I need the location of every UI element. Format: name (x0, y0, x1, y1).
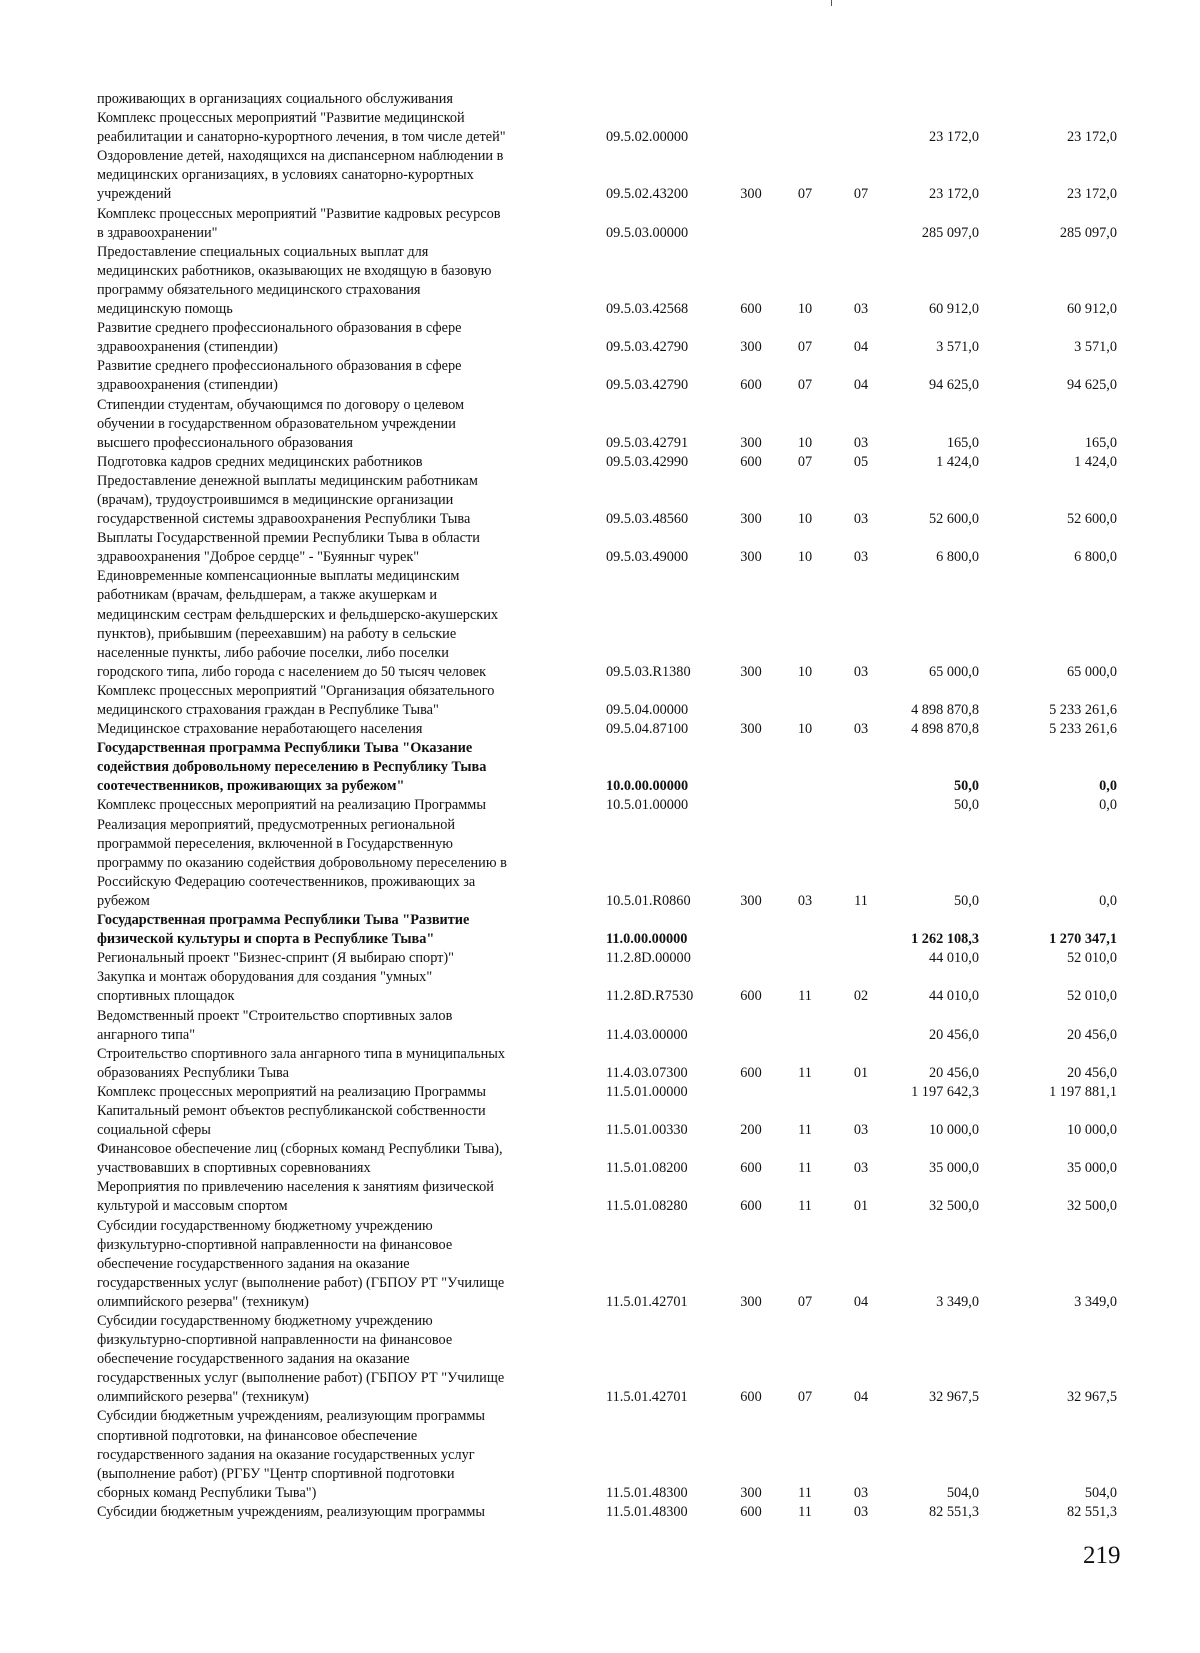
description-line: Российскую Федерацию соотечественников, проживающих за (97, 873, 476, 890)
target-code-cell: 09.5.03.49000 (606, 549, 689, 566)
description-line: обеспечение государственного задания на оказание (97, 1351, 410, 1368)
subsection-code-cell: 11 (854, 892, 868, 909)
description-line: Стипендии студентам, обучающимся по договору о целевом (97, 396, 465, 413)
sum-year-1-cell: 4 898 870,8 (911, 721, 979, 738)
description-line: учреждений (97, 186, 172, 203)
sum-year-1-cell: 65 000,0 (928, 663, 979, 680)
section-code-cell: 11 (798, 988, 812, 1005)
expense-type-cell: 600 (740, 988, 762, 1005)
description-line: Субсидии государственному бюджетному учреждению (97, 1313, 433, 1329)
table-row (97, 1407, 1127, 1502)
description-line: Закупка и монтаж оборудования для создания "умных" (97, 969, 433, 986)
table-row (97, 1140, 1127, 1178)
expense-type-cell: 300 (740, 186, 762, 203)
description-line: Комплекс процессных мероприятий "Организация обязательного (97, 682, 495, 699)
description-line: государственной системы здравоохранения Республики Тыва (97, 511, 471, 528)
sum-year-1-cell: 6 800,0 (936, 549, 979, 566)
table-row (97, 453, 1127, 472)
row-description (97, 319, 575, 357)
sum-year-2-cell: 0,0 (1099, 778, 1117, 795)
description-line: Единовременные компенсационные выплаты медицинским (97, 568, 460, 585)
target-code-cell: 09.5.02.00000 (606, 129, 689, 146)
subsection-code-cell: 07 (853, 186, 869, 203)
description-line: Государственная программа Республики Тыва "Оказание (97, 740, 473, 757)
table-row (97, 357, 1127, 395)
target-code-cell: 11.2.8D.00000 (606, 950, 691, 967)
target-code-cell: 09.5.04.87100 (606, 721, 689, 738)
page-number: 219 (1083, 1542, 1121, 1569)
row-description (97, 949, 575, 968)
section-code-cell: 11 (798, 1503, 812, 1520)
description-line: Капитальный ремонт объектов республиканской собственности (97, 1102, 486, 1119)
subsection-code-cell: 03 (853, 1503, 869, 1520)
description-line: Реализация мероприятий, предусмотренных региональной (97, 816, 456, 833)
subsection-code-cell: 04 (853, 339, 869, 356)
description-line: городского типа, либо города с населением до 50 тысяч человек (97, 663, 487, 680)
description-line: Мероприятия по привлечению населения к занятиям физической (97, 1179, 494, 1196)
section-code-cell: 07 (797, 339, 813, 356)
subsection-code-cell: 01 (853, 1064, 869, 1081)
sum-year-1-cell: 50,0 (953, 797, 979, 814)
table-row (97, 319, 1127, 357)
description-line: физкультурно-спортивной направленности на финансовое (97, 1332, 453, 1349)
sum-year-1-cell: 3 571,0 (936, 339, 979, 356)
table-row (97, 682, 1127, 720)
description-line: Выплаты Государственной премии Республики Тыва в области (97, 530, 480, 547)
table-row (97, 147, 1127, 204)
sum-year-2-cell: 5 233 261,6 (1049, 721, 1117, 738)
expense-type-cell: 300 (740, 434, 762, 451)
row-description (97, 109, 575, 147)
subsection-code-cell: 04 (853, 377, 869, 394)
table-row (97, 1217, 1127, 1312)
section-code-cell: 10 (797, 511, 813, 528)
description-line: здравоохранения "Доброе сердце" - "Буянныг чурек" (97, 549, 420, 566)
description-line: физической культуры и спорта в Республике Тыва" (97, 931, 435, 948)
row-description (97, 796, 575, 815)
description-line: рубежом (97, 892, 150, 909)
description-line: населенные пункты, либо рабочие поселки, либо поселки (97, 644, 449, 661)
expense-type-cell: 600 (740, 1198, 762, 1215)
subsection-code-cell: 03 (853, 663, 869, 680)
description-line: Развитие среднего профессионального образования в сфере (97, 320, 462, 337)
expense-type-cell: 300 (740, 339, 762, 356)
sum-year-2-cell: 65 000,0 (1066, 663, 1117, 680)
table-row (97, 968, 1127, 1006)
description-line: программу обязательного медицинского страхования (97, 281, 421, 298)
row-description (97, 720, 575, 739)
sum-year-2-cell: 0,0 (1099, 892, 1117, 909)
section-code-cell: 10 (797, 301, 813, 318)
expense-type-cell: 300 (740, 1293, 762, 1310)
expense-type-cell: 600 (740, 453, 762, 470)
section-code-cell: 07 (797, 1293, 813, 1310)
description-line: здравоохранения (стипендии) (97, 377, 278, 394)
sum-year-1-cell: 32 500,0 (928, 1198, 979, 1215)
row-description (97, 567, 575, 682)
target-code-cell: 09.5.03.R1380 (606, 663, 691, 680)
sum-year-1-cell: 23 172,0 (928, 129, 979, 146)
row-description (97, 529, 575, 567)
description-line: Государственная программа Республики Тыва "Развитие (97, 912, 470, 929)
sum-year-2-cell: 23 172,0 (1066, 129, 1117, 146)
sum-year-2-cell: 1 270 347,1 (1049, 931, 1117, 948)
sum-year-1-cell: 165,0 (946, 434, 979, 451)
section-code-cell: 11 (798, 1064, 812, 1081)
description-line: государственных услуг (выполнение работ) (ГБПОУ РТ "Училище (97, 1274, 505, 1291)
row-description (97, 1217, 575, 1312)
row-description (97, 396, 575, 453)
table-row (97, 1083, 1127, 1102)
row-description (97, 911, 575, 949)
description-line: спортивной подготовки, на финансовое обеспечение (97, 1427, 418, 1444)
description-line: государственного задания на оказание государственных услуг (97, 1446, 475, 1463)
section-code-cell: 10 (797, 663, 813, 680)
target-code-cell: 09.5.03.00000 (606, 224, 689, 241)
section-code-cell: 07 (797, 453, 813, 470)
sum-year-2-cell: 285 097,0 (1059, 224, 1117, 241)
description-line: олимпийского резерва" (техникум) (97, 1293, 309, 1310)
target-code-cell: 09.5.03.42791 (606, 434, 689, 451)
subsection-code-cell: 03 (853, 1484, 869, 1501)
description-line: спортивных площадок (97, 988, 235, 1005)
sum-year-1-cell: 60 912,0 (928, 301, 979, 318)
description-line: Ведомственный проект "Строительство спортивных залов (97, 1007, 453, 1024)
description-line: соотечественников, проживающих за рубежом" (97, 778, 405, 795)
table-row (97, 205, 1127, 243)
section-code-cell: 07 (797, 377, 813, 394)
sum-year-1-cell: 50,0 (953, 892, 979, 909)
table-row (97, 816, 1127, 911)
sum-year-1-cell: 32 967,5 (928, 1389, 979, 1406)
expense-type-cell: 300 (740, 1484, 762, 1501)
expense-type-cell: 300 (740, 892, 762, 909)
sum-year-1-cell: 285 097,0 (921, 224, 979, 241)
description-line: социальной сферы (97, 1122, 211, 1139)
description-line: Субсидии государственному бюджетному учреждению (97, 1217, 433, 1234)
description-line: здравоохранения (стипендии) (97, 339, 278, 356)
sum-year-2-cell: 3 349,0 (1074, 1293, 1117, 1310)
subsection-code-cell: 03 (853, 301, 869, 318)
description-line: реабилитации и санаторно-курортного лечения, в том числе детей" (97, 129, 506, 146)
description-line: культурой и массовым спортом (97, 1198, 288, 1215)
description-line: (врачам), трудоустроившимся в медицинские организации (97, 491, 454, 508)
target-code-cell: 11.0.00.00000 (606, 931, 688, 948)
subsection-code-cell: 04 (853, 1293, 869, 1310)
section-code-cell: 11 (798, 1160, 812, 1177)
description-line: участвовавших в спортивных соревнованиях (97, 1160, 371, 1177)
section-code-cell: 11 (798, 1484, 812, 1501)
row-description (97, 739, 575, 796)
sum-year-2-cell: 1 424,0 (1074, 453, 1117, 470)
table-row (97, 739, 1127, 796)
sum-year-1-cell: 44 010,0 (928, 950, 979, 967)
subsection-code-cell: 03 (853, 1122, 869, 1139)
row-description (97, 1407, 575, 1502)
row-description (97, 472, 575, 529)
section-code-cell: 10 (797, 549, 813, 566)
sum-year-1-cell: 23 172,0 (928, 186, 979, 203)
sum-year-2-cell: 5 233 261,6 (1049, 702, 1117, 718)
target-code-cell: 09.5.02.43200 (606, 186, 689, 203)
sum-year-2-cell: 52 010,0 (1066, 950, 1117, 967)
table-row (97, 1178, 1127, 1216)
description-line: программу по оказанию содействия добровольному переселению в (97, 854, 507, 871)
sum-year-1-cell: 3 349,0 (936, 1293, 979, 1310)
row-description (97, 243, 575, 319)
description-line: Предоставление специальных социальных выплат для (97, 243, 429, 260)
expense-type-cell: 200 (740, 1122, 762, 1139)
description-line: ангарного типа" (97, 1026, 196, 1043)
sum-year-1-cell: 4 898 870,8 (911, 702, 979, 718)
table-row (97, 1102, 1127, 1140)
table-row (97, 472, 1127, 529)
description-line: медицинскую помощь (97, 301, 233, 318)
expense-type-cell: 600 (740, 301, 762, 318)
sum-year-1-cell: 10 000,0 (928, 1122, 979, 1139)
description-line: обеспечение государственного задания на оказание (97, 1255, 410, 1272)
sum-year-1-cell: 35 000,0 (928, 1160, 979, 1177)
sum-year-2-cell: 20 456,0 (1066, 1064, 1117, 1081)
sum-year-2-cell: 3 571,0 (1074, 339, 1117, 356)
description-line: содействия добровольному переселению в Республику Тыва (97, 759, 487, 776)
row-description (97, 205, 575, 243)
sum-year-2-cell: 52 600,0 (1066, 511, 1117, 528)
target-code-cell: 11.5.01.48300 (606, 1503, 688, 1520)
description-line: государственных услуг (выполнение работ) (ГБПОУ РТ "Училище (97, 1370, 505, 1387)
expense-type-cell: 600 (740, 1160, 762, 1177)
sum-year-2-cell: 1 197 881,1 (1049, 1083, 1117, 1100)
description-line: Подготовка кадров средних медицинских работников (97, 453, 423, 470)
description-line: Субсидии бюджетным учреждениям, реализующим программы (97, 1503, 486, 1520)
table-row (97, 911, 1127, 949)
subsection-code-cell: 03 (853, 434, 869, 451)
description-line: Комплекс процессных мероприятий на реализацию Программы (97, 1083, 486, 1100)
description-line: Предоставление денежной выплаты медицинским работникам (97, 472, 478, 489)
section-code-cell: 11 (798, 1198, 812, 1215)
sum-year-2-cell: 0,0 (1099, 797, 1117, 814)
description-line: Комплекс процессных мероприятий "Развитие медицинской (97, 110, 465, 127)
table-row (97, 1312, 1127, 1407)
sum-year-2-cell: 82 551,3 (1066, 1503, 1117, 1520)
description-line: в здравоохранении" (97, 224, 218, 241)
expense-type-cell: 600 (740, 1389, 762, 1406)
expense-type-cell: 300 (740, 721, 762, 738)
description-line: Развитие среднего профессионального образования в сфере (97, 358, 462, 375)
sum-year-2-cell: 23 172,0 (1066, 186, 1117, 203)
expense-type-cell: 600 (740, 1064, 762, 1081)
table-row (97, 396, 1127, 453)
table-row (97, 1503, 1127, 1522)
section-code-cell: 11 (798, 1122, 812, 1139)
table-row (97, 949, 1127, 968)
subsection-code-cell: 02 (853, 988, 869, 1005)
sum-year-2-cell: 32 967,5 (1066, 1389, 1117, 1406)
sum-year-1-cell: 504,0 (946, 1484, 979, 1501)
row-description (97, 147, 575, 204)
description-line: обучении в государственном образовательном учреждении (97, 415, 456, 432)
description-line: (выполнение работ) (РГБУ "Центр спортивной подготовки (97, 1465, 455, 1482)
sum-year-2-cell: 94 625,0 (1066, 377, 1117, 394)
target-code-cell: 11.5.01.42701 (606, 1293, 688, 1310)
target-code-cell: 11.5.01.08200 (606, 1160, 688, 1177)
target-code-cell: 11.4.03.00000 (606, 1026, 688, 1043)
description-line: медицинского страхования граждан в Республике Тыва" (97, 702, 439, 718)
target-code-cell: 09.5.03.42990 (606, 453, 689, 470)
expense-type-cell: 600 (740, 377, 762, 394)
table-row (97, 720, 1127, 739)
description-line: сборных команд Республики Тыва") (97, 1484, 317, 1501)
sum-year-1-cell: 1 197 642,3 (911, 1083, 979, 1100)
description-line: Оздоровление детей, находящихся на диспансерном наблюдении в (97, 148, 504, 165)
target-code-cell: 11.2.8D.R7530 (606, 988, 694, 1005)
target-code-cell: 09.5.04.00000 (606, 702, 689, 718)
target-code-cell: 09.5.03.42790 (606, 339, 689, 356)
sum-year-1-cell: 1 424,0 (936, 453, 979, 470)
table-row (97, 567, 1127, 682)
scan-mark (831, 0, 832, 6)
table-row (97, 1045, 1127, 1083)
subsection-code-cell: 05 (853, 453, 869, 470)
table-row (97, 796, 1127, 815)
section-code-cell: 07 (797, 186, 813, 203)
sum-year-1-cell: 1 262 108,3 (911, 931, 979, 948)
target-code-cell: 09.5.03.42568 (606, 301, 689, 318)
target-code-cell: 09.5.03.48560 (606, 511, 689, 528)
description-line: Строительство спортивного зала ангарного типа в муниципальных (97, 1045, 506, 1062)
description-line: Финансовое обеспечение лиц (сборных команд Республики Тыва), (97, 1141, 503, 1158)
row-description (97, 357, 575, 395)
description-line: Медицинское страхование неработающего населения (97, 721, 423, 738)
sum-year-1-cell: 82 551,3 (928, 1503, 979, 1520)
sum-year-1-cell: 94 625,0 (928, 377, 979, 394)
sum-year-1-cell: 20 456,0 (928, 1064, 979, 1081)
section-code-cell: 03 (797, 892, 813, 909)
description-line: Комплекс процессных мероприятий "Развитие кадровых ресурсов (97, 205, 501, 222)
sum-year-2-cell: 20 456,0 (1066, 1026, 1117, 1043)
subsection-code-cell: 03 (853, 549, 869, 566)
expense-type-cell: 300 (740, 511, 762, 528)
subsection-code-cell: 01 (853, 1198, 869, 1215)
table-row (97, 109, 1127, 147)
table-row (97, 529, 1127, 567)
sum-year-1-cell: 20 456,0 (928, 1026, 979, 1043)
section-code-cell: 07 (797, 1389, 813, 1406)
sum-year-1-cell: 52 600,0 (928, 511, 979, 528)
description-line: Субсидии бюджетным учреждениям, реализующим программы (97, 1408, 486, 1425)
target-code-cell: 10.5.01.R0860 (606, 892, 691, 909)
subsection-code-cell: 03 (853, 1160, 869, 1177)
description-line: пунктов), прибывшим (переехавшим) на работу в сельские (97, 625, 457, 642)
row-description (97, 1503, 575, 1522)
target-code-cell: 11.5.01.08280 (606, 1198, 688, 1215)
sum-year-2-cell: 32 500,0 (1066, 1198, 1117, 1215)
description-line: медицинских организациях, в условиях санаторно-курортных (97, 167, 474, 184)
description-line: олимпийского резерва" (техникум) (97, 1389, 309, 1406)
section-code-cell: 10 (797, 434, 813, 451)
description-line: программой переселения, включенной в Государственную (97, 835, 453, 852)
description-line: медицинским сестрам фельдшерских и фельдшерско-акушерских (97, 606, 499, 623)
table-row (97, 243, 1127, 319)
row-description (97, 968, 575, 1006)
row-description (97, 1178, 575, 1216)
row-description (97, 1007, 575, 1045)
row-description (97, 1102, 575, 1140)
sum-year-2-cell: 60 912,0 (1066, 301, 1117, 318)
row-description (97, 90, 575, 109)
table-row (97, 90, 1127, 109)
sum-year-2-cell: 6 800,0 (1074, 549, 1117, 566)
target-code-cell: 10.5.01.00000 (606, 797, 689, 814)
budget-table (97, 90, 1127, 1522)
target-code-cell: 11.4.03.07300 (606, 1064, 688, 1081)
section-code-cell: 10 (797, 721, 813, 738)
target-code-cell: 09.5.03.42790 (606, 377, 689, 394)
sum-year-2-cell: 52 010,0 (1066, 988, 1117, 1005)
row-description (97, 682, 575, 720)
description-line: работникам (врачам, фельдшерам, а также акушеркам и (97, 587, 438, 604)
row-description (97, 816, 575, 911)
description-line: высшего профессионального образования (97, 434, 353, 451)
target-code-cell: 11.5.01.42701 (606, 1389, 688, 1406)
description-line: Комплекс процессных мероприятий на реализацию Программы (97, 797, 486, 814)
row-description (97, 1312, 575, 1407)
row-description (97, 1140, 575, 1178)
sum-year-2-cell: 35 000,0 (1066, 1160, 1117, 1177)
expense-type-cell: 300 (740, 549, 762, 566)
expense-type-cell: 300 (740, 663, 762, 680)
sum-year-2-cell: 165,0 (1084, 434, 1117, 451)
target-code-cell: 11.5.01.00330 (606, 1122, 688, 1139)
sum-year-2-cell: 504,0 (1084, 1484, 1117, 1501)
description-line: медицинских работников, оказывающих не входящую в базовую (97, 262, 492, 279)
row-description (97, 1083, 575, 1102)
sum-year-1-cell: 50,0 (953, 778, 979, 795)
description-line: проживающих в организациях социального обслуживания (97, 91, 453, 107)
target-code-cell: 10.0.00.00000 (606, 778, 689, 795)
expense-type-cell: 600 (740, 1503, 762, 1520)
sum-year-2-cell: 10 000,0 (1066, 1122, 1117, 1139)
description-line: физкультурно-спортивной направленности на финансовое (97, 1236, 453, 1253)
description-line: Региональный проект "Бизнес-спринт (Я выбираю спорт)" (97, 950, 455, 967)
description-line: образованиях Республики Тыва (97, 1064, 289, 1081)
sum-year-1-cell: 44 010,0 (928, 988, 979, 1005)
subsection-code-cell: 04 (853, 1389, 869, 1406)
table-row (97, 1007, 1127, 1045)
row-description (97, 1045, 575, 1083)
subsection-code-cell: 03 (853, 721, 869, 738)
subsection-code-cell: 03 (853, 511, 869, 528)
target-code-cell: 11.5.01.00000 (606, 1083, 688, 1100)
target-code-cell: 11.5.01.48300 (606, 1484, 688, 1501)
row-description (97, 453, 575, 472)
